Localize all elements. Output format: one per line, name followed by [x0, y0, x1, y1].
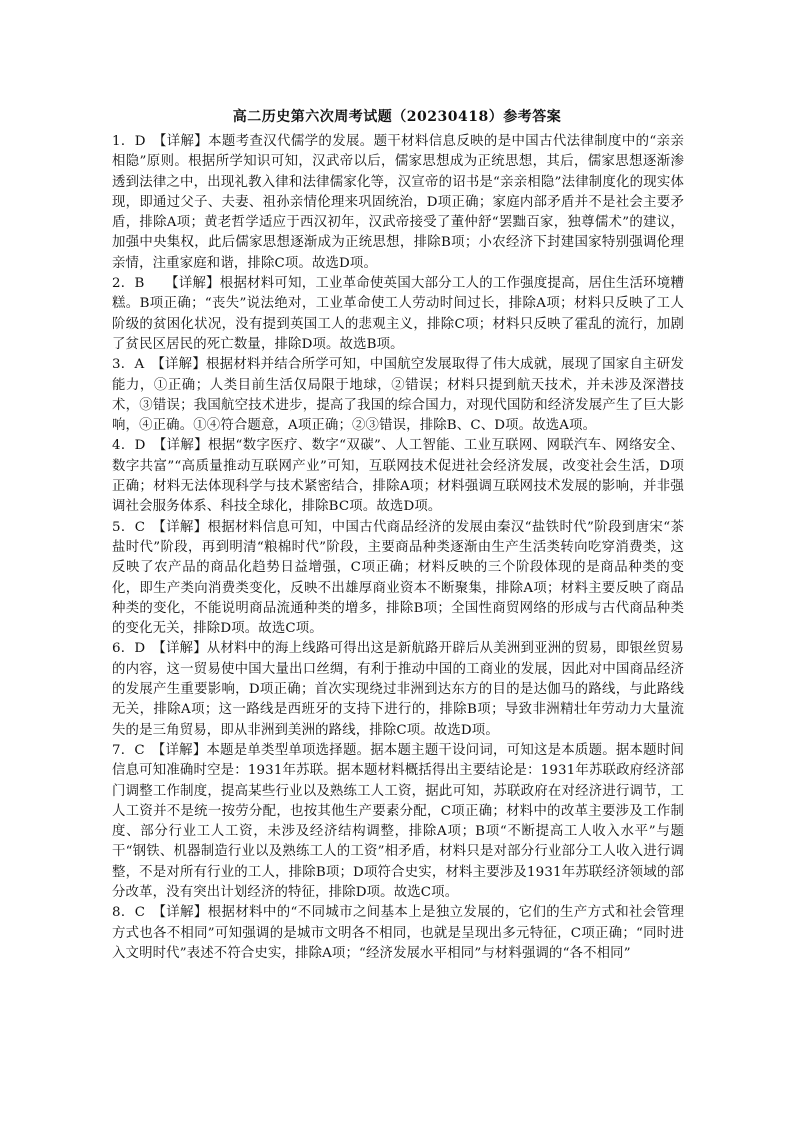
answer-text: 根据材料可知，工业革命使英国大部分工人的工作强度提高，居住生活环境糟糕。B项正确；“丧失”说法绝对，工业革命使工人劳动时间过长，排除A项；材料只反映了工人阶级的贫困化状况，没有提到英国工人的悲观主义，排除C项；材料只反映了霍乱的流行，加剧了贫民区居民的死亡数量，排除D项。故选B项。: [112, 276, 684, 352]
answer-item-1: [112, 132, 684, 274]
answer-head: 7．C 【详解】: [112, 742, 207, 758]
answer-head: 4．D 【详解】: [112, 438, 208, 454]
answer-list: [112, 132, 684, 964]
answer-item-5: [112, 518, 684, 640]
answer-item-4: [112, 436, 684, 517]
answer-text: 本题是单类型单项选择题。据本题主题干设问词，可知这是本质题。据本题时间信息可知准确时空是：1931年苏联。据本题材料概括得出主要结论是：1931年苏联政府经济部门调整工作制度，提高某些行业以及熟练工人工资，据此可知，苏联政府在对经济进行调节，工人工资并不是统一按劳分配，也按其他生产要素分配，C项正确；材料中的改革主要涉及工作制度、部分行业工人工资，未涉及经济结构调整，排除A项；B项“不断提高工人收入水平”与题干“钢铁、机器制造行业以及熟练工人的工资”相矛盾，材料只是对部分行业部分工人收入进行调整，不是对所有行业的工人，排除B项；D项符合史实，材料主要涉及1931年苏联经济领域的部分改革，没有突出计划经济的特征，排除D项。故选C项。: [112, 742, 685, 900]
answer-text: 根据“数字医疗、数字“双碳”、人工智能、工业互联网、网联汽车、网络安全、数字共富”“高质量推动互联网产业”可知，互联网技术促进社会经济发展，改变社会生活，D项正确；材料无法体现科学与技术紧密结合，排除A项；材料强调互联网技术发展的影响，并非强调社会服务体系、科技全球化，排除BC项。故选D项。: [112, 438, 684, 515]
answer-head: 8．C 【详解】: [112, 905, 208, 921]
answer-item-7: [112, 741, 684, 903]
answer-text: 根据材料信息可知，中国古代商品经济的发展由秦汉“盐铁时代”阶段到唐宋“茶盐时代”阶段，再到明清“粮棉时代”阶段，主要商品种类逐渐由生产生活类转向吃穿消费类，这反映了农产品的商品化趋势日益增强，C项正确；材料反映的三个阶段体现的是商品种类的变化，即生产类向消费类变化，反映不出雄厚商业资本不断聚集，排除A项；材料主要反映了商品种类的变化，不能说明商品流通种类的增多，排除B项；全国性商贸网络的形成与古代商品种类的变化无关，排除D项。故选C项。: [112, 519, 685, 637]
answer-head: 3．A 【详解】: [112, 357, 206, 373]
answer-item-8: [112, 903, 684, 964]
answer-text: 本题考查汉代儒学的发展。题干材料信息反映的是中国古代法律制度中的“亲亲相隐”原则。根据所学知识可知，汉武帝以后，儒家思想成为正统思想，其后，儒家思想逐渐渗透到法律之中，出现礼教入律和法律儒家化等，汉宣帝的诏书是“亲亲相隐”法律制度化的现实体现，即通过父子、夫妻、祖孙亲情伦理来巩固统治，D项正确；家庭内部矛盾并不是社会主要矛盾，排除A项；黄老哲学适应于西汉初年，汉武帝接受了董仲舒“罢黜百家，独尊儒术”的建议，加强中央集权，此后儒家思想逐渐成为正统思想，排除B项；小农经济下封建国家特别强调伦理亲情，注重家庭和谐，排除C项。故选D项。: [112, 134, 684, 271]
answer-head: 6．D 【详解】: [112, 641, 207, 657]
answer-head: 2．B 【详解】: [112, 276, 220, 292]
answer-head: 5．C 【详解】: [112, 519, 208, 535]
answer-head: 1．D 【详解】: [112, 134, 209, 149]
answer-text: 根据材料中的“不同城市之间基本上是独立发展的，它们的生产方式和社会管理方式也各不相同”可知强调的是城市文明各不相同，也就是呈现出多元特征，C项正确；“同时进入文明时代”表述不符合史实，排除A项；“经济发展水平相同”与材料强调的“各不相同”: [112, 905, 685, 961]
answer-item-2: [112, 274, 684, 355]
answer-item-6: [112, 639, 684, 740]
answer-text: 从材料中的海上线路可得出这是新航路开辟后从美洲到亚洲的贸易，即银丝贸易的内容，这一贸易使中国大量出口丝绸，有利于推动中国的工商业的发展，因此对中国商品经济的发展产生重要影响，D项正确；首次实现绕过非洲到达东方的目的是达伽马的路线，与此路线无关，排除A项；这一路线是西班牙的支持下进行的，排除B项；导致非洲精壮年劳动力大量流失的是三角贸易，即从非洲到美洲的路线，排除C项。故选D项。: [112, 641, 684, 738]
page-title: 高二历史第六次周考试题（20230418）参考答案: [232, 109, 562, 125]
answer-text: 根据材料并结合所学可知，中国航空发展取得了伟大成就，展现了国家自主研发能力，①正确；人类目前生活仅局限于地球，②错误；材料只提到航天技术，并未涉及深潜技术，③错误；我国航空技术进步，提高了我国的综合国力，对现代国防和经济发展产生了巨大影响，④正确。①④符合题意，A项正确；②③错误，排除B、C、D项。故选A项。: [112, 357, 684, 434]
answer-item-3: [112, 355, 684, 436]
